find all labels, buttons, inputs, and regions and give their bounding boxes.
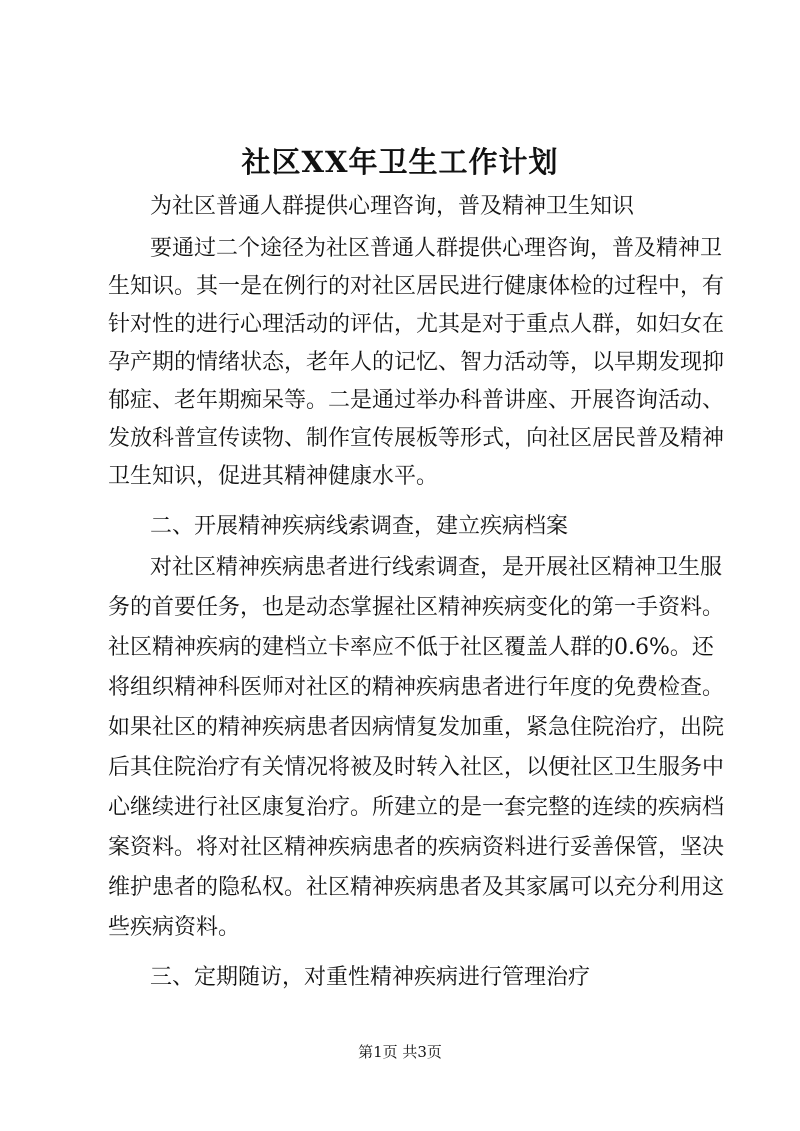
paragraph-line: 发放科普宣传读物、制作宣传展板等形式，向社区居民普及精神: [108, 426, 725, 451]
page-title: 社区XX年卫生工作计划: [241, 145, 559, 179]
paragraph-line: 郁症、老年期痴呆等。二是通过举办科普讲座、开展咨询活动、: [108, 388, 725, 413]
paragraph-line: 些疾病资料。: [108, 915, 241, 940]
paragraph-line: 针对性的进行心理活动的评估，尤其是对于重点人群，如妇女在: [108, 312, 725, 337]
section-heading: 三、定期随访，对重性精神疾病进行管理治疗: [150, 965, 591, 990]
paragraph-line: 将组织精神科医师对社区的精神疾病患者进行年度的免费检查。: [108, 675, 725, 700]
paragraph-line: 后其住院治疗有关情况将被及时转入社区，以便社区卫生服务中: [108, 755, 725, 780]
section-heading: 为社区普通人群提供心理咨询，普及精神卫生知识: [150, 194, 635, 219]
paragraph-line: 如果社区的精神疾病患者因病情复发加重，紧急住院治疗，出院: [108, 715, 725, 740]
paragraph-line: 心继续进行社区康复治疗。所建立的是一套完整的连续的疾病档: [108, 795, 725, 820]
paragraph-line: 对社区精神疾病患者进行线索调查，是开展社区精神卫生服: [150, 555, 723, 580]
paragraph-line: 案资料。将对社区精神疾病患者的疾病资料进行妥善保管，坚决: [108, 835, 725, 860]
paragraph-line: 卫生知识，促进其精神健康水平。: [108, 464, 439, 489]
paragraph-line: 孕产期的情绪状态，老年人的记忆、智力活动等，以早期发现抑: [108, 350, 725, 375]
paragraph-line: 务的首要任务，也是动态掌握社区精神疾病变化的第一手资料。: [108, 595, 725, 620]
page-number-footer: 第1页 共3页: [358, 1043, 442, 1061]
paragraph-line: 要通过二个途径为社区普通人群提供心理咨询，普及精神卫: [150, 236, 723, 261]
paragraph-line: 社区精神疾病的建档立卡率应不低于社区覆盖人群的0.6%。还: [108, 635, 714, 660]
section-heading: 二、开展精神疾病线索调查，建立疾病档案: [150, 514, 569, 539]
paragraph-line: 维护患者的隐私权。社区精神疾病患者及其家属可以充分利用这: [108, 875, 725, 900]
paragraph-line: 生知识。其一是在例行的对社区居民进行健康体检的过程中，有: [108, 274, 725, 299]
